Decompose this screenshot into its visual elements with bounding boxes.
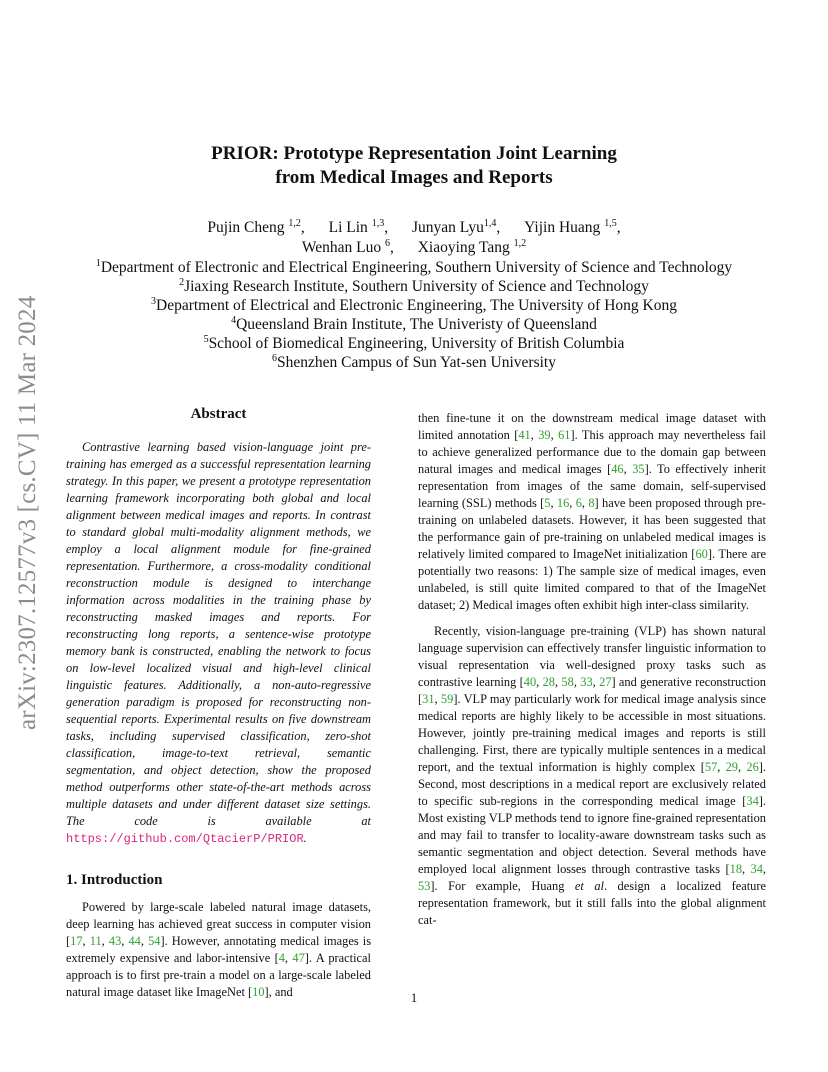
citation-link[interactable]: 46 <box>611 462 624 476</box>
intro-paragraph: Powered by large-scale labeled natural image datasets, deep learning has achieved great success in computer vision [17, 11, 43, 44, 54]. However, annotating medical images is extremely expensive and labor-intensive [4, 47]. A practical approach is to first pre-train a model on a large-scale labeled natural image dataset like ImageNet [10], and <box>66 900 372 999</box>
code-link[interactable]: https://github.com/QtacierP/PRIOR <box>66 832 304 846</box>
citation-link[interactable]: 59 <box>440 692 454 706</box>
citation-link[interactable]: 60 <box>695 547 708 561</box>
citation-link[interactable]: 8 <box>588 496 595 510</box>
affiliation-list <box>0 258 828 372</box>
citation-link[interactable]: 58 <box>561 675 574 689</box>
citation-link[interactable]: 34 <box>750 862 763 876</box>
author-row-2 <box>0 238 828 258</box>
citation-link[interactable]: 11 <box>89 934 102 948</box>
citation-link[interactable]: 35 <box>632 462 645 476</box>
citation-link[interactable]: 6 <box>575 496 582 510</box>
author: Yijin Huang $^{1,5}$, <box>524 218 621 236</box>
citation-link[interactable]: 33 <box>580 675 593 689</box>
page-number: 1 <box>410 990 418 1005</box>
affiliation: $^3$Department of Electrical and Electronic Engineering, The University of Hong Kong <box>151 296 677 314</box>
abstract-body: Contrastive learning based vision-language joint pre-training has emerged as a successful representation learning strategy. In this paper, we present a prototype representation learning framework incorporating both global and local alignment between medical images and reports. In contrast to standard global multi-modality alignment methods, we employ a local alignment module for fine-grained representation. Furthermore, a cross-modality conditional reconstruction module is designed to interchange information across modalities in the training phase by reconstructing masked images and reports. For reconstructing long reports, a sentence-wise prototype memory bank is constructed, enabling the network to focus on low-level localized visual and high-level clinical linguistic features. Additionally, a non-auto-regressive generation paradigm is proposed for reconstructing non-sequential reports. Experimental results on five downstream tasks, including supervised classification, zero-shot classification, image-to-text retrieval, semantic segmentation, and object detection, show the proposed method outperforms other state-of-the-art methods across multiple datasets and under different dataset size settings. The code is available at https://github.com/QtacierP/PRIOR. <box>66 440 371 846</box>
author: Xiaoying Tang $^{1,2}$ <box>417 238 527 256</box>
citation-link[interactable]: 47 <box>292 951 305 965</box>
right-column <box>418 410 766 929</box>
author-list <box>0 218 828 258</box>
citation-link[interactable]: 17 <box>70 934 83 948</box>
citation-link[interactable]: 39 <box>538 428 551 442</box>
author: Li Lin $^{1,3}$, <box>328 218 389 236</box>
title-line-2: from Medical Images and Reports <box>275 167 553 188</box>
section-heading-introduction: 1. Introduction <box>66 872 163 888</box>
citation-link[interactable]: 29 <box>725 760 738 774</box>
citation-link[interactable]: 16 <box>556 496 570 510</box>
author: Pujin Cheng $^{1,2}$, <box>207 218 305 236</box>
citation-link[interactable]: 28 <box>542 675 555 689</box>
citation-link[interactable]: 61 <box>558 428 571 442</box>
citation-link[interactable]: 53 <box>418 879 431 893</box>
affiliation: $^6$Shenzhen Campus of Sun Yat-sen University <box>272 353 556 371</box>
left-column <box>66 406 371 1001</box>
author: Wenhan Luo $^6$, <box>301 238 394 256</box>
citation-link[interactable]: 34 <box>746 794 759 808</box>
citation-link[interactable]: 31 <box>422 692 435 706</box>
affiliation: $^4$Queensland Brain Institute, The Univeristy of Queensland <box>231 315 597 333</box>
author: Junyan Lyu$^{1,4}$, <box>411 218 501 236</box>
paper-title <box>0 142 828 190</box>
affiliation: $^2$Jiaxing Research Institute, Southern University of Science and Technology <box>179 277 649 295</box>
citation-link[interactable]: 44 <box>128 934 141 948</box>
citation-link[interactable]: 54 <box>148 934 161 948</box>
body-paragraph: Recently, vision-language pre-training (VLP) has shown natural language supervision can effectively transfer linguistic information to visual representation via well-designed proxy tasks such as contrastive learning [40, 28, 58, 33, 27] and generative reconstruction [31, 59]. VLP may particularly work for medical image analysis since medical reports are highly likely to be accessible in most situations. However, jointly pre-training medical images and reports is still challenging. First, there are typically multiple sentences in a medical report, and the textual information is highly complex [57, 29, 26]. Second, most descriptions in a medical report are exclusively related to specific sub-regions in the corresponding medical image [34]. Most existing VLP methods tend to ignore fine-grained representation and may fail to transfer to locality-aware downstream tasks such as semantic segmentation and object detection. Several methods have employed local alignment losses through contrastive tasks [18, 34, 53]. For example, Huang et al. design a localized feature representation framework, but it still falls into the global alignment cat- <box>418 624 766 927</box>
citation-link[interactable]: 10 <box>252 985 265 999</box>
arxiv-stamp: arXiv:2307.12577v3 [cs.CV] 11 Mar 2024 <box>14 295 41 730</box>
citation-link[interactable]: 18 <box>729 862 743 876</box>
author-row-1 <box>0 218 828 238</box>
citation-link[interactable]: 40 <box>523 675 537 689</box>
citation-link[interactable]: 27 <box>599 675 612 689</box>
title-line-1: PRIOR: Prototype Representation Joint Learning <box>211 143 617 164</box>
affiliation: $^1$Department of Electronic and Electrical Engineering, Southern University of Science and Technology <box>95 258 733 276</box>
abstract-heading: Abstract <box>190 406 247 422</box>
italic-text: et al <box>574 879 604 893</box>
citation-link[interactable]: 41 <box>518 428 531 442</box>
citation-link[interactable]: 43 <box>108 934 122 948</box>
body-paragraph: then fine-tune it on the downstream medical image dataset with limited annotation [41, 39, 61]. This approach may nevertheless fail to achieve generalized performance due to the domain gap between natural images and medical images [46, 35]. To effectively inherit representation from images of the same domain, self-supervised learning (SSL) methods [5, 16, 6, 8] have been proposed through pre-training on unlabeled datasets. However, it has been suggested that the performance gain of pre-training on unlabeled medical images is relatively limited compared to ImageNet initialization [60]. There are potentially two reasons: 1) The sample size of medical images, even unlabeled, is still quite limited compared to that of the ImageNet dataset; 2) Medical images often exhibit high inter-class similarity. <box>418 411 766 612</box>
citation-link[interactable]: 4 <box>278 951 285 965</box>
affiliation: $^5$School of Biomedical Engineering, University of British Columbia <box>203 334 625 352</box>
citation-link[interactable]: 26 <box>746 760 759 774</box>
citation-link[interactable]: 5 <box>544 496 551 510</box>
citation-link[interactable]: 57 <box>704 760 718 774</box>
